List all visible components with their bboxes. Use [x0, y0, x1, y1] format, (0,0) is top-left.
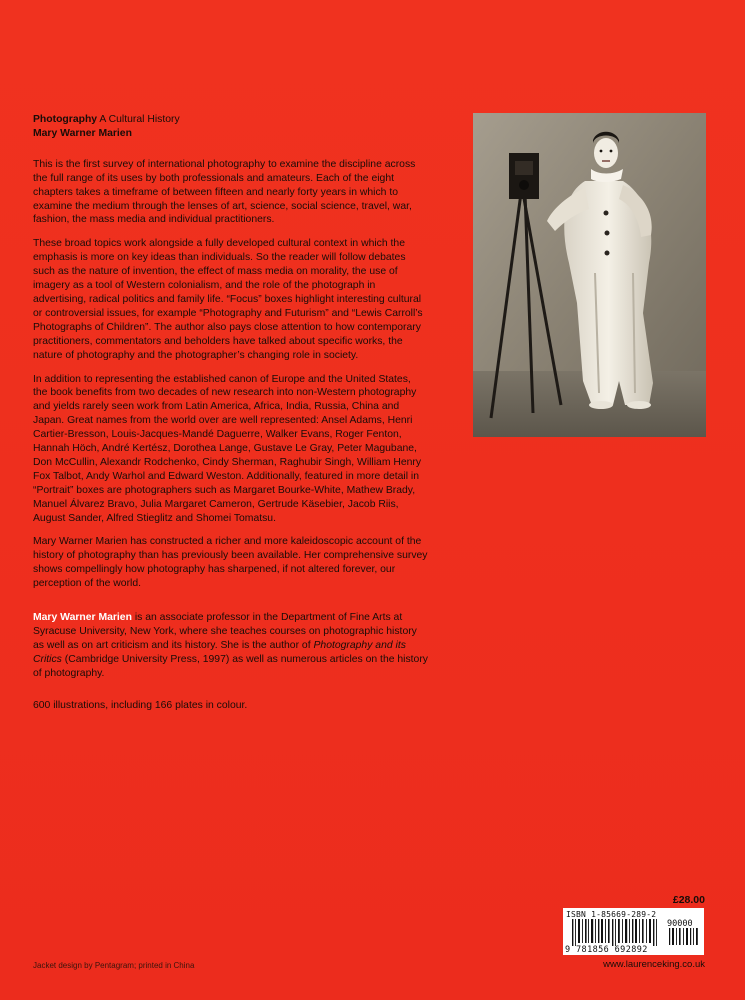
- pierrot-photograph: [473, 113, 706, 437]
- barcode-ean: 9 781856 692892: [565, 945, 648, 955]
- author-bio: [33, 611, 428, 681]
- book-title: [33, 113, 428, 127]
- blurb-paragraph-2: These broad topics work alongside a fully developed cultural context in which the emphasis is more on key ideas than individuals. So the reader will follow debates such as the nature of invention, the effect of mass media on morality, the use of imagery as a tool of Western colonialism, and the role of the photograph in advertising, radical politics and family life. “Focus” boxes highlight interesting cultural or controversial issues, for example “Photography and Futurism” and “Lewis Carroll’s Photographs of Children”. The author also pays close attention to how contemporary practitioners, commentators and beholders have talked about specific works, the nature of photography and the photographer’s changing role in society.: [33, 238, 423, 361]
- bio-text-part-2: (Cambridge University Press, 1997) as well as numerous articles on the history of photography.: [33, 653, 428, 679]
- photograph-illustration: [473, 113, 706, 437]
- price-label: £28.00: [672, 894, 705, 906]
- bio-book-title: Photography and its Critics: [33, 639, 406, 665]
- publisher-website[interactable]: www.laurenceking.co.uk: [603, 959, 705, 970]
- author-name: Mary Warner Marien: [33, 127, 132, 139]
- blurb-paragraph-4: Mary Warner Marien has constructed a richer and more kaleidoscopic account of the history of photography than has previously been available. Her comprehensive survey shows compellingly how photography has sharpened, if not altered forever, our perception of the world.: [33, 536, 428, 590]
- bio-text-part-1: is an associate professor in the Department of Fine Arts at Syracuse University, New York, where she teaches courses on photographic history as well as on art criticism and its history. She is the author of: [33, 612, 417, 651]
- blurb-paragraph-1: This is the first survey of international photography to examine the discipline across the full range of its uses by both professionals and amateurs. Each of the eight chapters takes a timeframe of between fifteen and nearly forty years in which to examine the medium through the lenses of art, science, social science, travel, war, fashion, the mass media and individual practitioners.: [33, 158, 416, 226]
- cover-text-column: [33, 113, 428, 723]
- illustrations-note: 600 illustrations, including 166 plates in colour.: [33, 699, 248, 711]
- bio-author-name: Mary Warner Marien: [33, 612, 132, 624]
- blurb-paragraph-3: In addition to representing the established canon of Europe and the United States, the book benefits from two decades of new research into non-Western photography and yields rarely seen work from Latin America, Africa, India, Russia, China and Japan. Great names from the world over are well represented: Ansel Adams, Henri Cartier-Bresson, Louis-Jacques-Mandé Daguerre, Walker Evans, Roger Fenton, Hannah Höch, André Kertész, Dorothea Lange, Gustave Le Gray, Peter Magubane, Don McCullin, Alexandr Rodchenko, Cindy Sherman, Raghubir Singh, William Henry Fox Talbot, Andy Warhol and Edward Weston. Additionally, featured in more detail in “Portrait” boxes are photographers such as Margaret Bourke-White, Mathew Brady, Manuel Álvarez Bravo, Julia Margaret Cameron, Gertrude Käsebier, Jacob Riis, August Sander, Alfred Stieglitz and Shomei Tomatsu.: [33, 373, 422, 524]
- camera-shape: [509, 153, 539, 199]
- title-bold: Photography: [33, 114, 98, 125]
- jacket-credit: Jacket design by Pentagram; printed in China: [33, 961, 195, 970]
- barcode-addon: 90000: [667, 919, 693, 929]
- isbn-barcode: [563, 908, 704, 955]
- isbn-number: ISBN 1-85669-289-2: [566, 910, 657, 919]
- pierrot-face: [594, 138, 618, 168]
- title-subtitle: A Cultural History: [97, 114, 180, 125]
